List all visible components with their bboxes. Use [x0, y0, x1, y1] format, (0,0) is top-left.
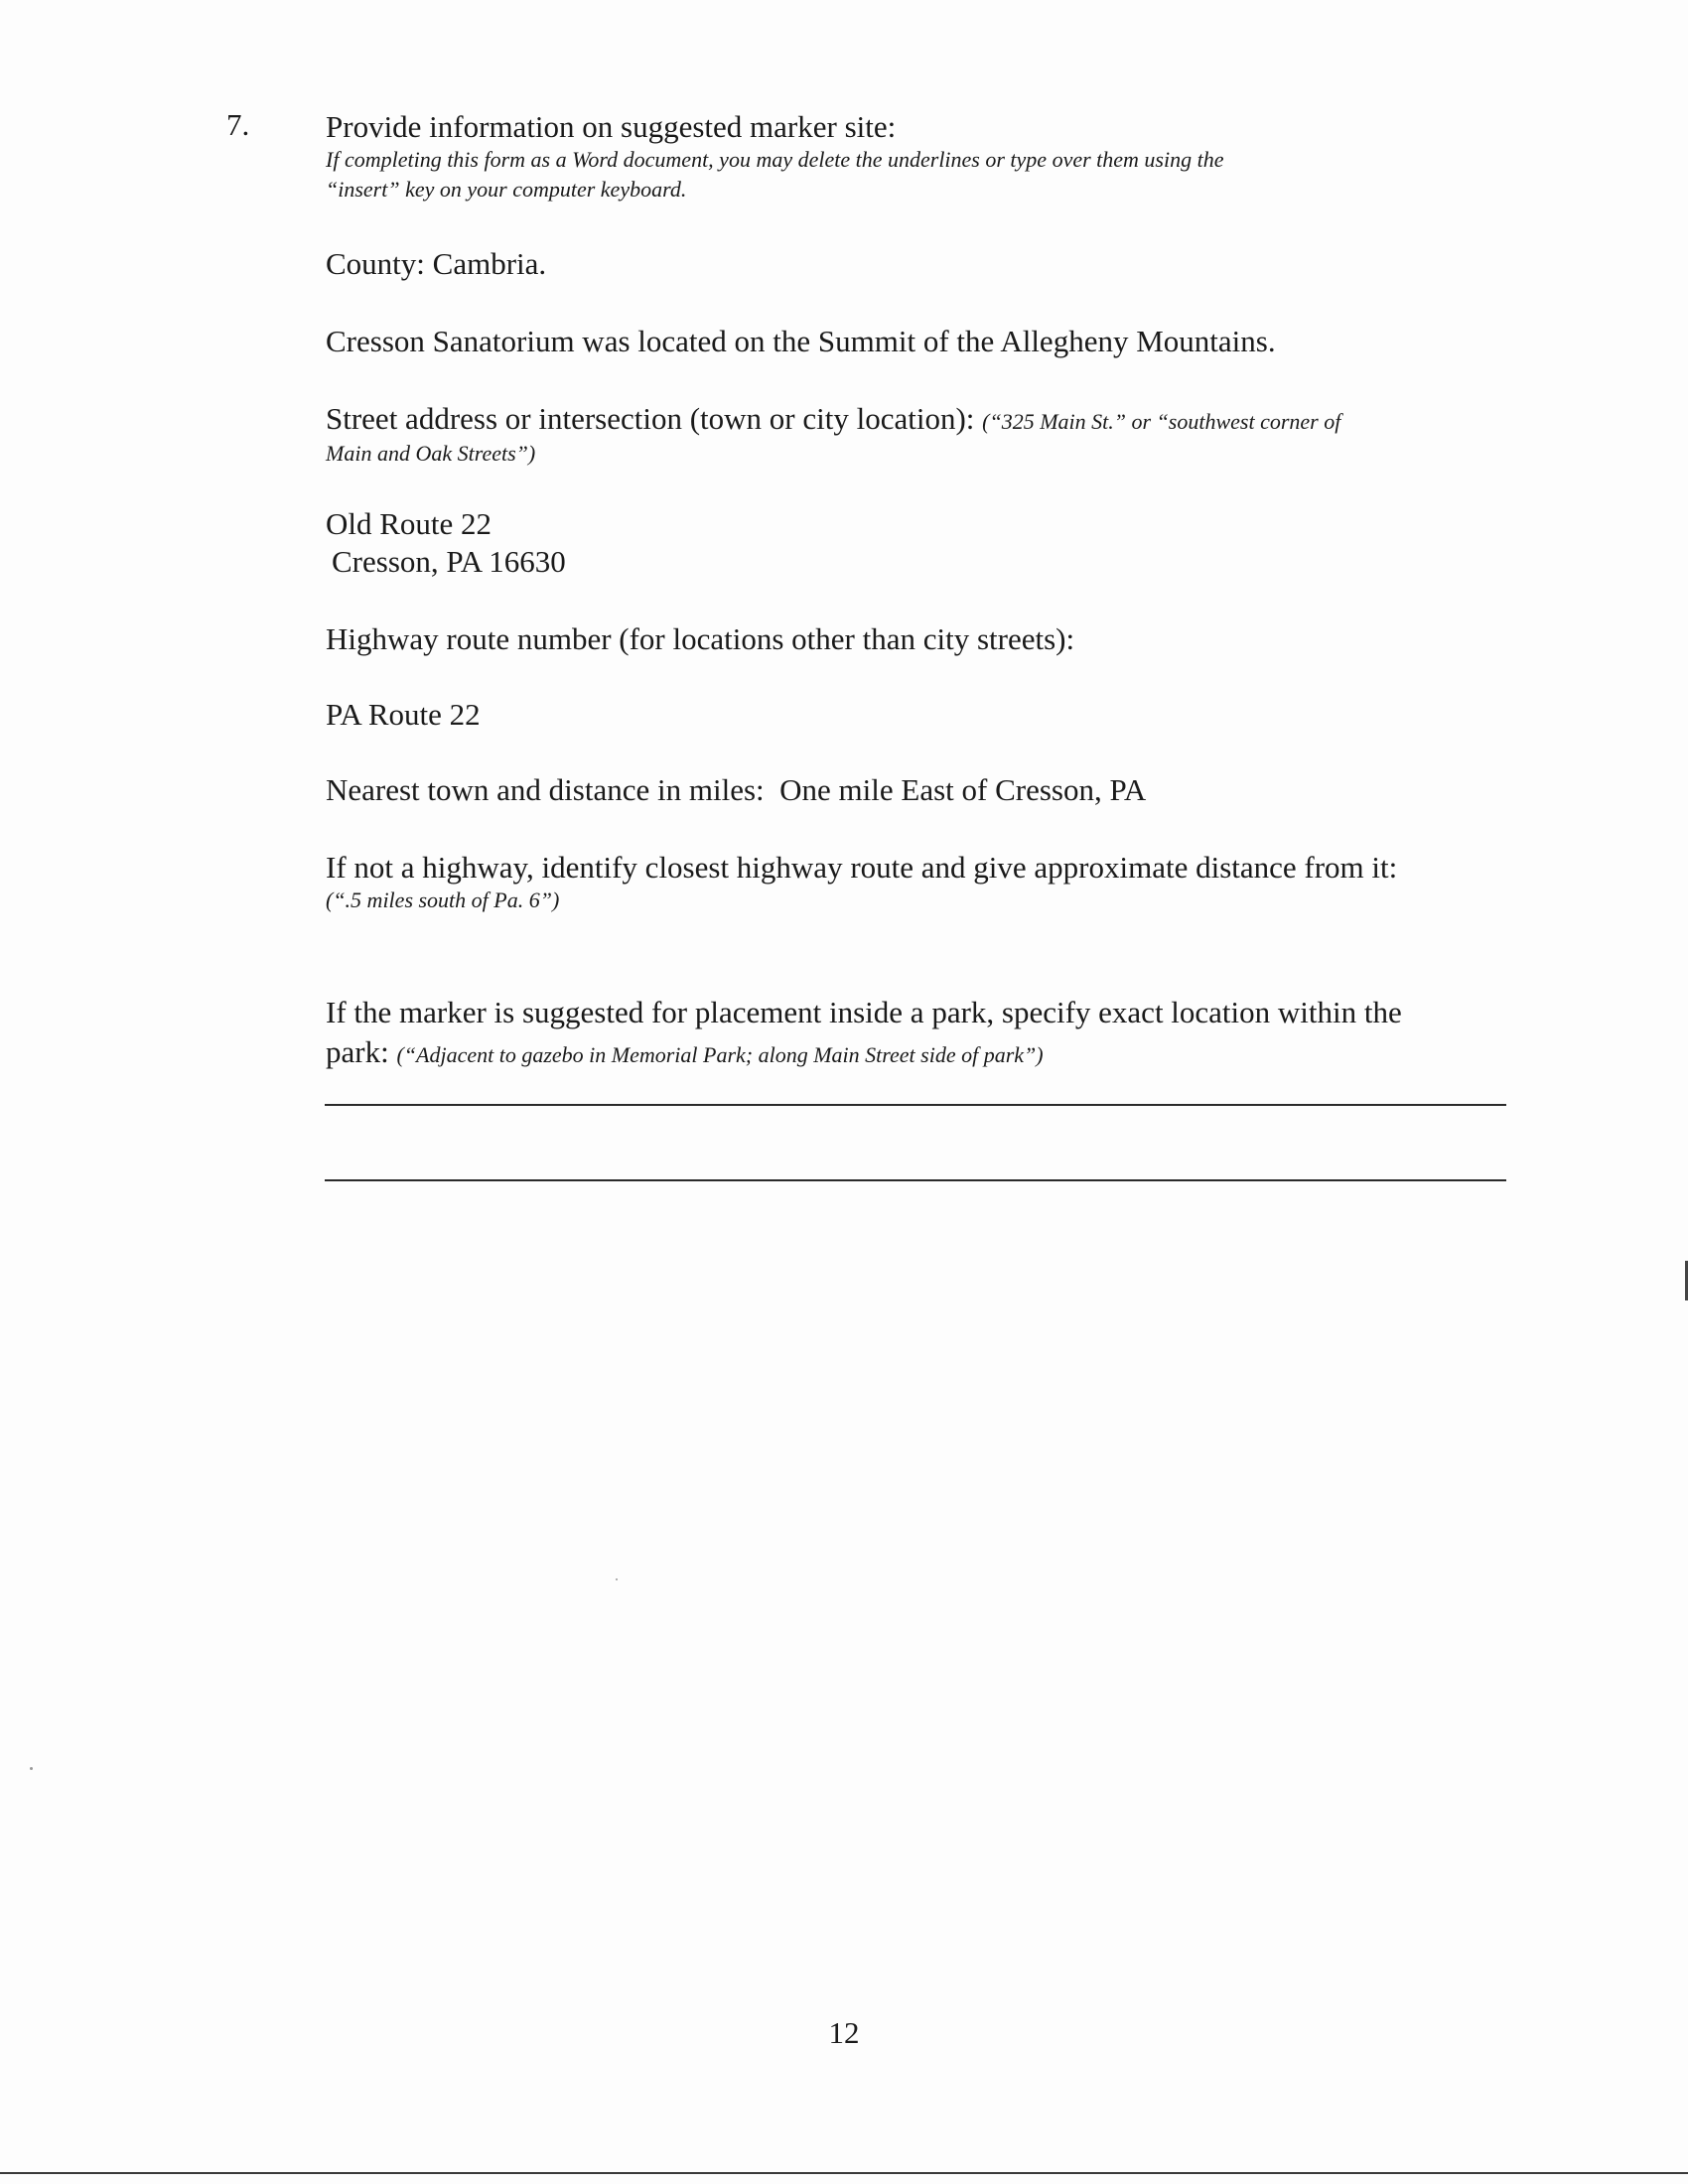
closest-highway-example: (“.5 miles south of Pa. 6”): [326, 887, 560, 912]
highway-route-label: Highway route number (for locations other than city streets):: [326, 621, 1075, 656]
closest-highway-label: If not a highway, identify closest highway route and give approximate distance from it:: [326, 850, 1398, 885]
street-address-value-2: Cresson, PA 16630: [332, 544, 566, 579]
instruction-line-1: If completing this form as a Word document, you may delete the underlines or type over them using the: [326, 147, 1224, 172]
nearest-town-value: One mile East of Cresson, PA: [779, 772, 1147, 807]
park-location-label: If the marker is suggested for placement inside a park, specify exact location within the: [326, 995, 1402, 1029]
scan-bottom-edge: [0, 2172, 1688, 2174]
blank-answer-line-1[interactable]: [325, 1104, 1506, 1106]
street-address-example: (“325 Main St.” or “southwest corner of: [982, 409, 1341, 434]
page-number: 12: [828, 2015, 860, 2050]
street-address-example-2: Main and Oak Streets”): [326, 441, 536, 466]
section-heading: Provide information on suggested marker site:: [326, 109, 897, 144]
street-address-label-text: Street address or intersection (town or city location):: [326, 401, 975, 436]
park-label-word: park:: [326, 1034, 389, 1069]
park-location-example: (“Adjacent to gazebo in Memorial Park; along Main Street side of park”): [396, 1042, 1044, 1067]
blank-answer-line-2[interactable]: [325, 1179, 1506, 1181]
highway-route-value: PA Route 22: [326, 697, 481, 732]
location-statement: Cresson Sanatorium was located on the Summit of the Allegheny Mountains.: [326, 324, 1276, 358]
section-number: 7.: [226, 107, 250, 142]
county-field: County: Cambria.: [326, 246, 547, 281]
scan-speck: [30, 1767, 33, 1770]
street-address-label: [326, 399, 1340, 439]
instruction-line-2: “insert” key on your computer keyboard.: [326, 177, 687, 202]
street-address-value-1: Old Route 22: [326, 506, 492, 541]
scan-speck: [616, 1578, 618, 1580]
park-location-label-2: [326, 1032, 1044, 1072]
nearest-town-label: Nearest town and distance in miles:: [326, 772, 765, 807]
nearest-town-field: [326, 770, 1146, 810]
